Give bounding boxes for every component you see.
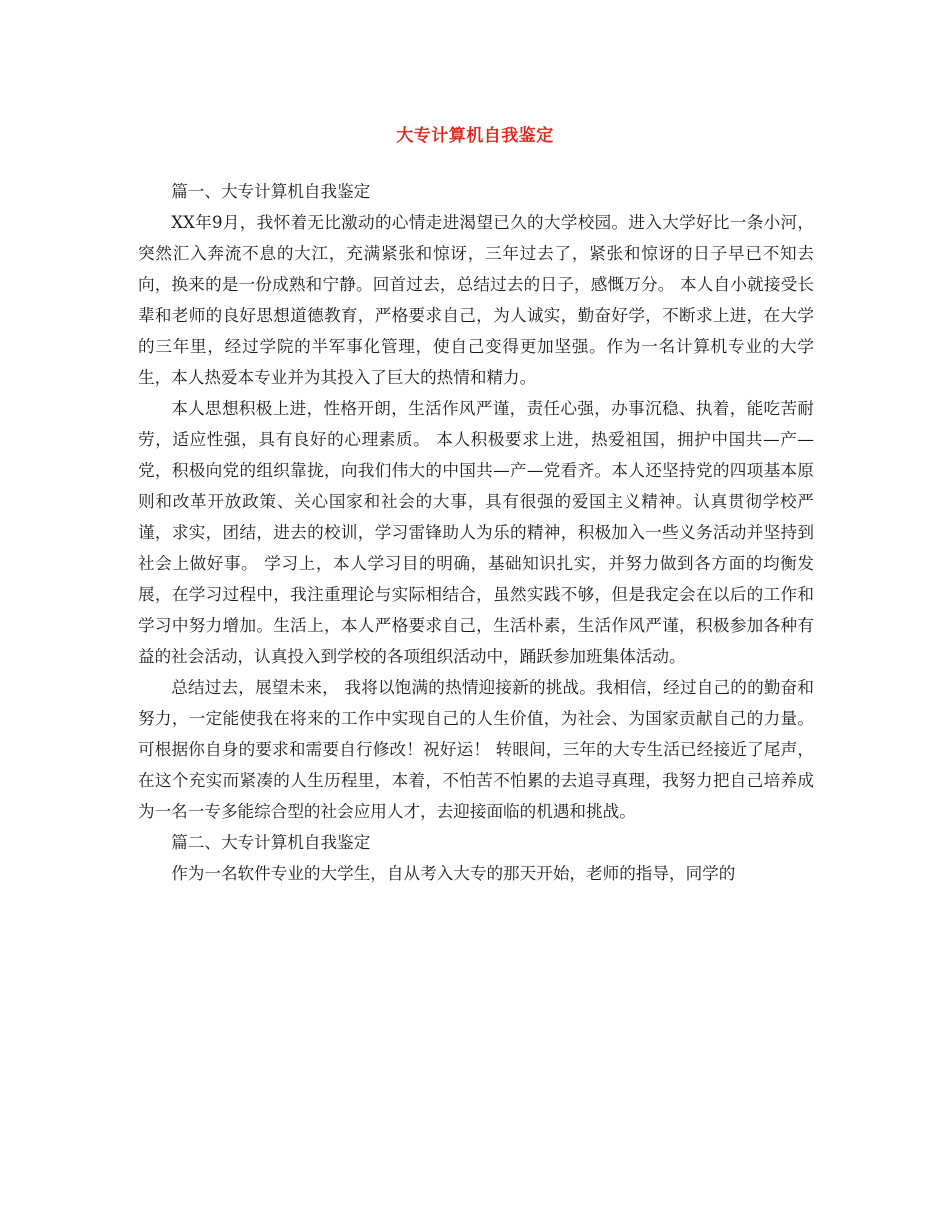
section-heading-1: 篇一、大专计算机自我鉴定: [171, 182, 371, 201]
document-body: [138, 176, 814, 889]
paragraph: XX年9月，我怀着无比激动的心情走进渴望已久的大学校园。进入大学好比一条小河，突然汇入奔流不息的大江，充满紧张和惊讶，三年过去了，紧张和惊讶的日子早已不知去向，换来的是一份成熟和宁静。回首过去，总结过去的日子，感慨万分。 本人自小就接受长辈和老师的良好思想道德教育，严格要求自己，为人诚实，勤奋好学，不断求上进，在大学的三年里，经过学院的半军事化管理，使自己变得更加坚强。作为一名计算机专业的大学生，本人热爱本专业并为其投入了巨大的热情和精力。: [138, 213, 814, 387]
paragraph: 本人思想积极上进，性格开朗，生活作风严谨，责任心强，办事沉稳、执着，能吃苦耐劳，适应性强，具有良好的心理素质。 本人积极要求上进，热爱祖国，拥护中国共—产—党，积极向党的组织靠拢，向我们伟大的中国共—产—党看齐。本人还坚持党的四项基本原则和改革开放政策、关心国家和社会的大事，具有很强的爱国主义精神。认真贯彻学校严谨，求实，团结，进去的校训，学习雷锋助人为乐的精神，积极加入一些义务活动并坚持到社会上做好事。 学习上，本人学习目的明确，基础知识扎实，并努力做到各方面的均衡发展，在学习过程中，我注重理论与实际相结合，虽然实践不够，但是我定会在以后的工作和学习中努力增加。生活上，本人严格要求自己，生活朴素，生活作风严谨，积极参加各种有益的社会活动，认真投入到学校的各项组织活动中，踊跃参加班集体活动。: [138, 399, 814, 666]
document-title: 大专计算机自我鉴定: [396, 126, 554, 146]
paragraph: 总结过去，展望未来， 我将以饱满的热情迎接新的挑战。我相信，经过自己的的勤奋和努力，一定能使我在将来的工作中实现自己的人生价值，为社会、为国家贡献自己的力量。 可根据你自身的要求和需要自行修改！祝好运！ 转眼间，三年的大专生活已经接近了尾声，在这个充实而紧凑的人生历程里，本着，不怕苦不怕累的去追寻真理，我努力把自己培养成为一名一专多能综合型的社会应用人才，去迎接面临的机遇和挑战。: [138, 678, 814, 821]
section-heading-2: 篇二、大专计算机自我鉴定: [171, 833, 371, 852]
paragraph: 作为一名软件专业的大学生，自从考入大专的那天开始，老师的指导，同学的: [171, 864, 736, 883]
